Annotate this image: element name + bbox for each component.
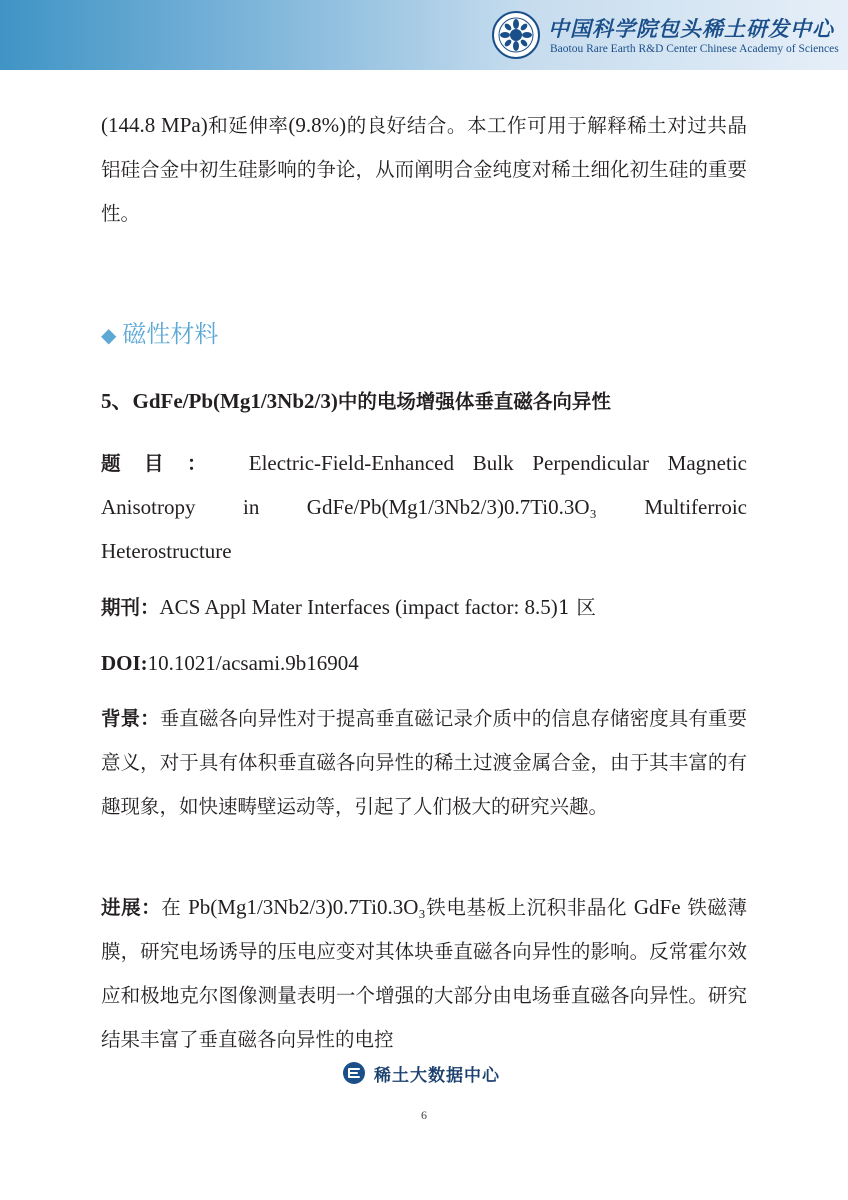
- progress-text-c: 铁电基板上沉积非晶化: [425, 896, 628, 919]
- intro-text-d: 的良好结合。本工作可用于解释稀土对过共晶铝硅合金中初生硅影响的争论，从而阐明合金纯度对稀土细化初生硅的重要性。: [101, 114, 747, 225]
- article-heading-formula: GdFe/Pb(Mg1/3Nb2/3): [132, 389, 338, 413]
- article-title-block: [101, 441, 747, 573]
- progress-substrate-formula: Pb(Mg1/3Nb2/3)0.7Ti0.3O₃: [188, 895, 426, 919]
- title-label: 题目：: [101, 452, 230, 475]
- progress-label: 进展：: [101, 896, 162, 919]
- background-paragraph: [101, 697, 747, 829]
- intro-text-b: 和延伸率: [207, 114, 289, 137]
- background-text: 垂直磁各向异性对于提高垂直磁记录介质中的信息存储密度具有重要意义，对于具有体积垂直磁各向异性的稀土过渡金属合金，由于其丰富的有趣现象，如快速畴壁运动等，引起了人们极大的研究兴趣。: [101, 707, 747, 818]
- article-title-line-1: [101, 441, 747, 485]
- org-name-en: Baotou Rare Earth R&D Center Chinese Academy of Sciences: [550, 43, 839, 55]
- intro-paragraph: [101, 103, 747, 236]
- footer-brand-text: 稀土大数据中心: [374, 1066, 500, 1086]
- progress-paragraph: [101, 885, 747, 1062]
- journal-line: [101, 585, 747, 630]
- background-label: 背景：: [101, 707, 160, 730]
- article-heading-cn: 中的电场增强体垂直磁各向异性: [337, 390, 611, 413]
- footer-brand: [342, 1060, 542, 1086]
- org-name-cn: 中国科学院包头稀土研发中心: [548, 16, 834, 41]
- journal-suffix: 1 区: [557, 596, 596, 619]
- doi-value: 10.1021/acsami.9b16904: [147, 651, 359, 675]
- journal-label: 期刊：: [101, 596, 160, 619]
- article-title-line-2: Anisotropy in GdFe/Pb(Mg1/3Nb2/3)0.7Ti0.3O₃ Multiferroic: [101, 495, 747, 519]
- intro-strength-value: (144.8 MPa): [101, 113, 208, 137]
- article-heading: [101, 385, 611, 415]
- doi-label: DOI:: [101, 651, 148, 675]
- progress-film-formula: GdFe: [633, 895, 681, 919]
- title-line-1-text: Electric-Field-Enhanced Bulk Perpendicular Magnetic: [248, 451, 747, 475]
- page-number: 6: [421, 1108, 427, 1122]
- article-heading-num: 5、: [101, 389, 133, 413]
- section-heading: [101, 314, 218, 349]
- article-title-line-3: Heterostructure: [101, 539, 232, 563]
- diamond-bullet-icon: ◆: [101, 323, 117, 347]
- progress-text-e: 铁磁薄膜，研究电场诱导的压电应变对其体块垂直磁各向异性的影响。反常霍尔效应和极地克尔图像测量表明一个增强的大部分由电场垂直磁各向异性。研究结果丰富了垂直磁各向异性的电控: [101, 896, 747, 1051]
- progress-text-a: 在: [161, 896, 182, 919]
- data-center-logo-icon: [342, 1061, 366, 1085]
- page-header: [0, 0, 848, 70]
- doi-line: [101, 641, 747, 686]
- cas-seal-logo-icon: [492, 11, 540, 59]
- journal-value: ACS Appl Mater Interfaces (impact factor: 8.5): [159, 595, 558, 619]
- intro-elongation-value: (9.8%): [288, 113, 347, 137]
- section-heading-text: 磁性材料: [122, 320, 219, 348]
